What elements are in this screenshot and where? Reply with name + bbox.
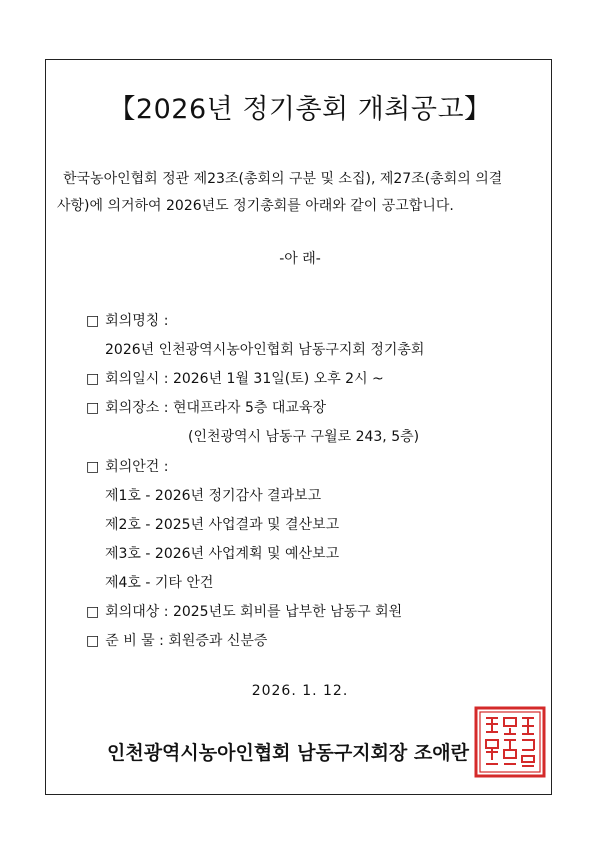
meeting-datetime: 회의일시 : 2026년 1월 31일(토) 오후 2시 ~ xyxy=(105,371,384,387)
checkbox-icon: □ xyxy=(86,313,100,329)
agenda-item: 제4호 - 기타 안건 xyxy=(105,575,214,591)
meeting-datetime-row xyxy=(86,368,384,388)
intro-text-line-1: 한국농아인협회 정관 제23조(총회의 구분 및 소집), 제27조(총회의 의결 xyxy=(63,171,503,187)
checkbox-icon: □ xyxy=(86,604,100,620)
meeting-name-row xyxy=(86,310,169,330)
materials: 준 비 물 : 회원증과 신분증 xyxy=(105,633,268,649)
meeting-place-row xyxy=(86,397,326,417)
signature-line: 인천광역시농아인협회 남동구지회장 조애란 xyxy=(107,742,469,764)
agenda-label: 회의안건 : xyxy=(105,459,169,475)
notice-date: 2026. 1. 12. xyxy=(251,683,349,699)
official-seal-icon xyxy=(474,706,546,778)
below-heading: -아 래- xyxy=(279,251,321,267)
agenda-row xyxy=(86,456,169,476)
meeting-place: 회의장소 : 현대프라자 5층 대교육장 xyxy=(105,400,326,416)
checkbox-icon: □ xyxy=(86,371,100,387)
meeting-name-value: 2026년 인천광역시농아인협회 남동구지회 정기총회 xyxy=(105,342,425,358)
attendees: 회의대상 : 2025년도 회비를 납부한 남동구 회원 xyxy=(105,604,403,620)
meeting-address: (인천광역시 남동구 구월로 243, 5층) xyxy=(188,429,420,445)
checkbox-icon: □ xyxy=(86,459,100,475)
agenda-item: 제2호 - 2025년 사업결과 및 결산보고 xyxy=(105,517,340,533)
agenda-item: 제1호 - 2026년 정기감사 결과보고 xyxy=(105,488,322,504)
agenda-item: 제3호 - 2026년 사업계획 및 예산보고 xyxy=(105,546,340,562)
document-title: 【2026년 정기총회 개최공고】 xyxy=(108,94,492,125)
attendees-row xyxy=(86,601,402,621)
checkbox-icon: □ xyxy=(86,400,100,416)
intro-text-line-2: 사항)에 의거하여 2026년도 정기총회를 아래와 같이 공고합니다. xyxy=(57,198,454,214)
materials-row xyxy=(86,630,267,650)
checkbox-icon: □ xyxy=(86,633,100,649)
meeting-name-label: 회의명칭 : xyxy=(105,313,169,329)
